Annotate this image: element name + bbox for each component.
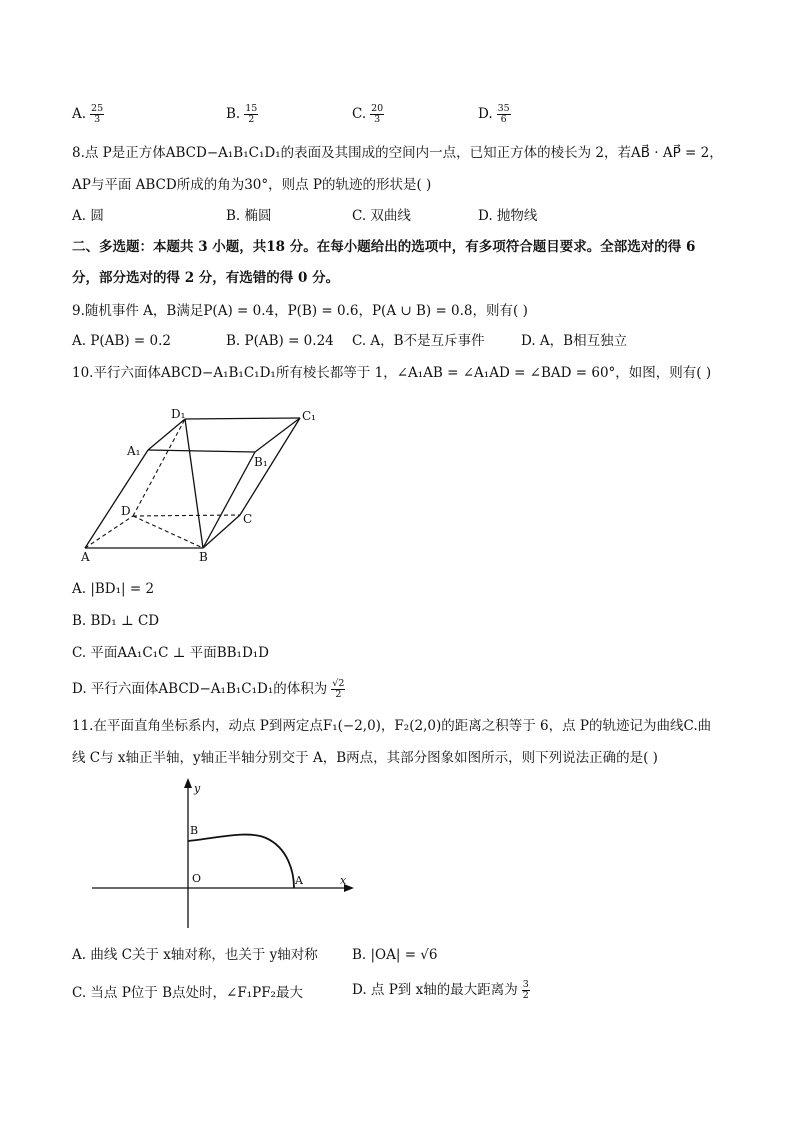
edge-aa1 [85, 450, 148, 548]
denominator: 6 [500, 114, 507, 125]
q7-option-d [478, 104, 511, 125]
q8-option-b: B. 椭圆 [226, 208, 272, 224]
label-c1: C₁ [302, 409, 316, 423]
denominator: 3 [94, 114, 101, 125]
q8-stem-line2: AP与平面 ABCD所成的角为30°，则点 P的轨迹的形状是( ) [72, 177, 432, 193]
fraction [331, 679, 345, 700]
label-d1: D₁ [171, 407, 186, 421]
q11-stem-line2: 线 C与 x轴正半轴，y轴正半轴分别交于 A，B两点，其部分图象如图所示，则下列说法正确的是( ) [72, 750, 658, 766]
diagonal-d1b [185, 419, 203, 548]
edge-a1d1 [148, 419, 185, 450]
label-o: O [192, 872, 202, 885]
q11-option-c: C. 当点 P位于 B点处时，∠F₁PF₂最大 [72, 985, 303, 1001]
label-b1: B₁ [254, 455, 268, 469]
option-label: A. [72, 106, 87, 122]
label-a: A [81, 550, 90, 564]
numerator: 3 [522, 979, 529, 990]
hidden-edge-dc [133, 515, 240, 516]
numerator: √2 [332, 678, 345, 689]
q9-option-a: A. P(AB) = 0.2 [72, 333, 171, 349]
edge-bb1 [203, 452, 255, 548]
hidden-edge-dd1 [133, 419, 185, 516]
q9-option-c: C. A，B不是互斥事件 [352, 333, 485, 349]
q9-stem: 9.随机事件 A，B满足P(A) = 0.4，P(B) = 0.6，P(A ∪ B) = 0.8，则有( ) [72, 303, 528, 319]
numerator: 35 [497, 103, 510, 114]
label-a: A [295, 874, 303, 887]
label-d: D [121, 504, 131, 518]
numerator: 15 [245, 103, 258, 114]
fraction [244, 104, 258, 125]
q10-option-b: B. BD₁ ⊥ CD [72, 613, 160, 629]
fraction [90, 104, 104, 125]
hidden-edge-ad [85, 516, 133, 548]
edge-d1c1 [185, 418, 300, 419]
edge-bc [203, 515, 240, 548]
q8-option-c: C. 双曲线 [352, 208, 411, 224]
parallelepiped-figure [72, 400, 332, 570]
label-a1: A₁ [127, 444, 141, 458]
option-label: C. [352, 106, 367, 122]
y-axis-arrow [184, 778, 192, 788]
q8-option-d: D. 抛物线 [478, 208, 538, 224]
q10-option-c: C. 平面AA₁C₁C ⊥ 平面BB₁D₁D [72, 645, 270, 661]
q10-option-d [72, 679, 345, 700]
section2-heading-line2: 分，部分选对的得 2 分，有选错的得 0 分。 [72, 270, 340, 286]
numerator: 25 [91, 103, 104, 114]
edge-a1b1 [148, 450, 255, 452]
q10-option-a: A. |BD₁| = 2 [72, 581, 155, 597]
option-label: D. [478, 106, 493, 122]
q9-option-d: D. A，B相互独立 [521, 333, 628, 349]
edge-cc1 [240, 418, 300, 515]
denominator: 2 [248, 114, 255, 125]
q11-option-a: A. 曲线 C关于 x轴对称，也关于 y轴对称 [72, 947, 318, 963]
edge-b1c1 [255, 418, 300, 452]
fraction [522, 980, 530, 1001]
fraction [497, 104, 511, 125]
q8-option-a: A. 圆 [72, 208, 104, 224]
section2-heading-line1: 二、多选题：本题共 3 小题，共18 分。在每小题给出的选项中，有多项符合题目要求。全部选对的得 6 [72, 239, 696, 255]
curve-figure [88, 772, 368, 932]
denominator: 3 [374, 114, 381, 125]
q7-option-b [226, 104, 258, 125]
q11-stem-line1: 11.在平面直角坐标系内，动点 P到两定点F₁(−2,0)，F₂(2,0)的距离之积等于 6，点 P的轨迹记为曲线C.曲 [72, 718, 712, 734]
q10-stem: 10.平行六面体ABCD−A₁B₁C₁D₁所有棱长都等于 1，∠A₁AB = ∠A₁AD = ∠BAD = 60°，如图，则有( ) [72, 365, 712, 381]
q11-option-d [352, 980, 530, 1001]
label-b: B [199, 550, 208, 564]
option-text: D. 点 P到 x轴的最大距离为 [352, 982, 518, 998]
option-label: B. [226, 106, 241, 122]
option-text: D. 平行六面体ABCD−A₁B₁C₁D₁的体积为 [72, 681, 328, 697]
q11-option-b: B. |OA| = √6 [352, 947, 438, 963]
q9-option-b: B. P(AB) = 0.24 [226, 333, 334, 349]
hidden-diagonal-db [133, 516, 203, 548]
numerator: 20 [371, 103, 384, 114]
q7-option-c [352, 104, 384, 125]
label-x: x [340, 874, 347, 887]
label-c: C [243, 512, 253, 526]
label-b: B [190, 824, 199, 837]
label-y: y [194, 782, 201, 795]
curve-c [188, 835, 294, 888]
denominator: 2 [335, 689, 342, 700]
q7-option-a [72, 104, 104, 125]
q8-stem-line1: 8.点 P是正方体ABCD−A₁B₁C₁D₁的表面及其围成的空间内一点，已知正方体的棱长为 2，若AB⃗ · AP⃗ = 2， [72, 145, 723, 161]
fraction [370, 104, 384, 125]
denominator: 2 [522, 990, 529, 1001]
